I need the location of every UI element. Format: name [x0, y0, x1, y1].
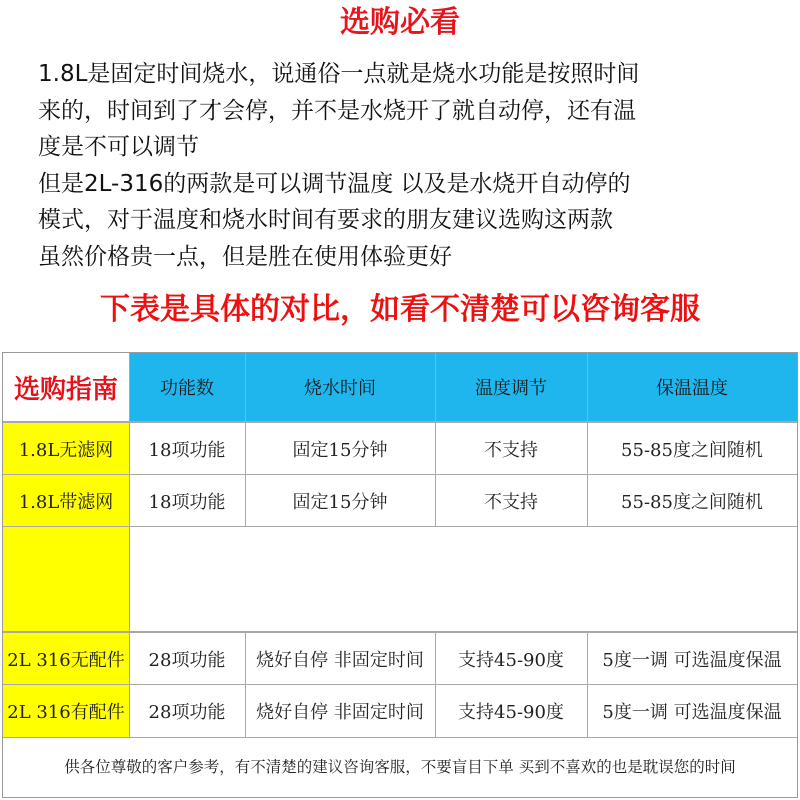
boil-time-cell: 固定15分钟	[292, 440, 388, 461]
grid-line	[3, 526, 797, 527]
functions-cell: 18项功能	[148, 492, 226, 513]
page-title: 选购必看	[340, 5, 460, 40]
model-cell: 2L 316无配件	[3, 633, 129, 685]
grid-line	[129, 527, 130, 631]
header-functions: 功能数	[129, 353, 245, 421]
grid-line	[129, 633, 130, 737]
functions-cell: 28项功能	[148, 650, 226, 671]
model-cell: 2L 316有配件	[3, 685, 129, 737]
grid-line	[435, 633, 436, 737]
temp-adjust-cell: 支持45-90度	[458, 650, 564, 671]
boil-time-cell: 烧好自停 非固定时间	[256, 650, 424, 671]
description-line: 但是2L-316的两款是可以调节温度 以及是水烧开自动停的	[38, 170, 631, 197]
temp-adjust-cell: 不支持	[484, 440, 538, 461]
temp-adjust-cell: 支持45-90度	[458, 702, 564, 723]
description-line: 度是不可以调节	[38, 134, 199, 160]
grid-line	[587, 633, 588, 737]
description-line: 虽然价格贵一点，但是胜在使用体验更好	[38, 243, 452, 270]
boil-time-cell: 固定15分钟	[292, 492, 388, 513]
keep-warm-cell: 5度一调 可选温度保温	[602, 650, 782, 671]
grid-line	[245, 633, 246, 737]
description-line: 来的，时间到了才会停，并不是水烧开了就自动停，还有温	[38, 97, 636, 124]
header-keep-warm: 保温温度	[587, 353, 797, 421]
grid-line	[587, 353, 588, 527]
description	[38, 56, 788, 275]
description-line: 1.8L是固定时间烧水，说通俗一点就是烧水功能是按照时间	[38, 61, 640, 87]
description-line: 模式，对于温度和烧水时间有要求的朋友建议选购这两款	[38, 207, 613, 233]
grid-line	[3, 421, 797, 423]
comparison-notice: 下表是具体的对比，如看不清楚可以咨询客服	[100, 292, 700, 327]
grid-line	[245, 353, 246, 527]
functions-cell: 28项功能	[148, 702, 226, 723]
keep-warm-cell: 55-85度之间随机	[621, 492, 763, 513]
footer-note: 供各位尊敬的客户参考，有不清楚的建议咨询客服，不要盲目下单 买到不喜欢的也是耽误您的时间	[64, 758, 736, 776]
header-boil-time: 烧水时间	[245, 353, 435, 421]
empty-model-cell	[3, 527, 129, 631]
grid-line	[3, 684, 797, 685]
grid-line	[3, 474, 797, 475]
boil-time-cell: 烧好自停 非固定时间	[256, 702, 424, 723]
guide-label: 选购指南	[3, 353, 129, 421]
header-temp-adjust: 温度调节	[435, 353, 587, 421]
model-cell: 1.8L无滤网	[3, 423, 129, 475]
keep-warm-cell: 5度一调 可选温度保温	[602, 702, 782, 723]
grid-line	[435, 353, 436, 527]
temp-adjust-cell: 不支持	[484, 492, 538, 513]
grid-line	[129, 353, 130, 527]
comparison-table	[2, 352, 798, 798]
grid-line	[3, 631, 797, 633]
keep-warm-cell: 55-85度之间随机	[621, 440, 763, 461]
functions-cell: 18项功能	[148, 440, 226, 461]
model-cell: 1.8L带滤网	[3, 475, 129, 527]
